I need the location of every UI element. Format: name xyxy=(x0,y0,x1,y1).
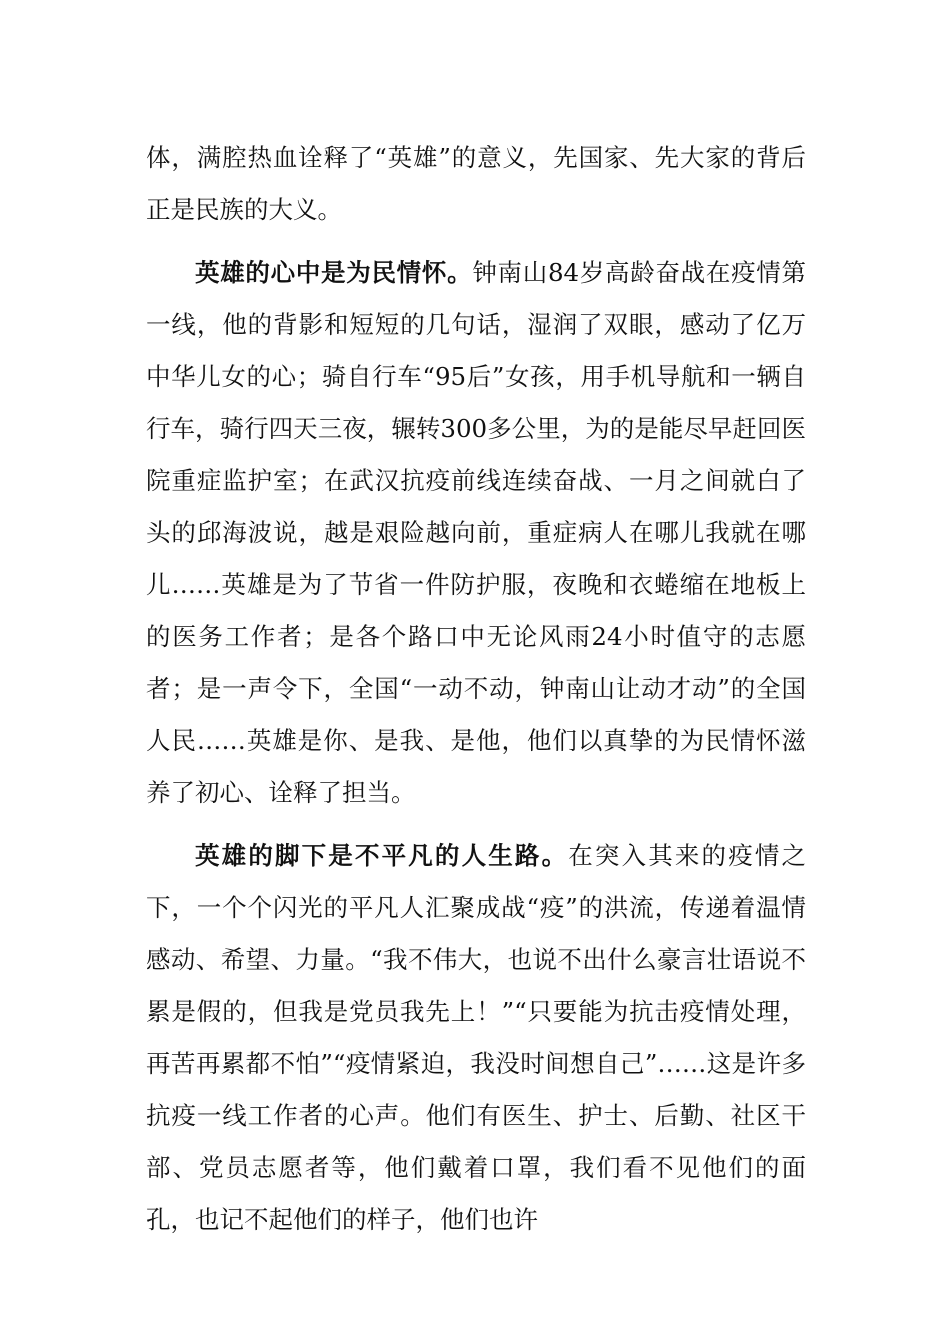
document-body xyxy=(146,132,806,1246)
paragraph-hero-heart xyxy=(146,247,806,819)
paragraph-text: 在突入其来的疫情之下，一个个闪光的平凡人汇聚成战“疫”的洪流，传递着温情感动、希望、力量。“我不伟大，也说不出什么豪言壮语说不累是假的，但我是党员我先上！”“只要能为抗击疫情处理，再苦再累都不怕”“疫情紧迫，我没时间想自己”……这是许多抗疫一线工作者的心声。他们有医生、护士、后勤、社区干部、党员志愿者等，他们戴着口罩，我们看不见他们的面孔，也记不起他们的样子，他们也许 xyxy=(146,841,807,1234)
paragraph-hero-path xyxy=(146,830,806,1246)
paragraph-text: 体，满腔热血诠释了“英雄”的意义，先国家、先大家的背后正是民族的大义。 xyxy=(146,143,806,224)
paragraph-continuation xyxy=(146,132,806,236)
paragraph-text: 钟南山84岁高龄奋战在疫情第一线，他的背影和短短的几句话，湿润了双眼，感动了亿万中华儿女的心；骑自行车“95后”女孩，用手机导航和一辆自行车，骑行四天三夜，辗转300多公里，为的是能尽早赶回医院重症监护室；在武汉抗疫前线连续奋战、一月之间就白了头的邱海波说，越是艰险越向前，重症病人在哪儿我就在哪儿……英雄是为了节省一件防护服，夜晚和衣蜷缩在地板上的医务工作者；是各个路口中无论风雨24小时值守的志愿者；是一声令下，全国“一动不动，钟南山让动才动”的全国人民……英雄是你、是我、是他，他们以真挚的为民情怀滋养了初心、诠释了担当。 xyxy=(146,258,806,807)
paragraph-lead: 英雄的心中是为民情怀。 xyxy=(195,258,473,287)
paragraph-lead: 英雄的脚下是不平凡的人生路。 xyxy=(195,841,569,870)
